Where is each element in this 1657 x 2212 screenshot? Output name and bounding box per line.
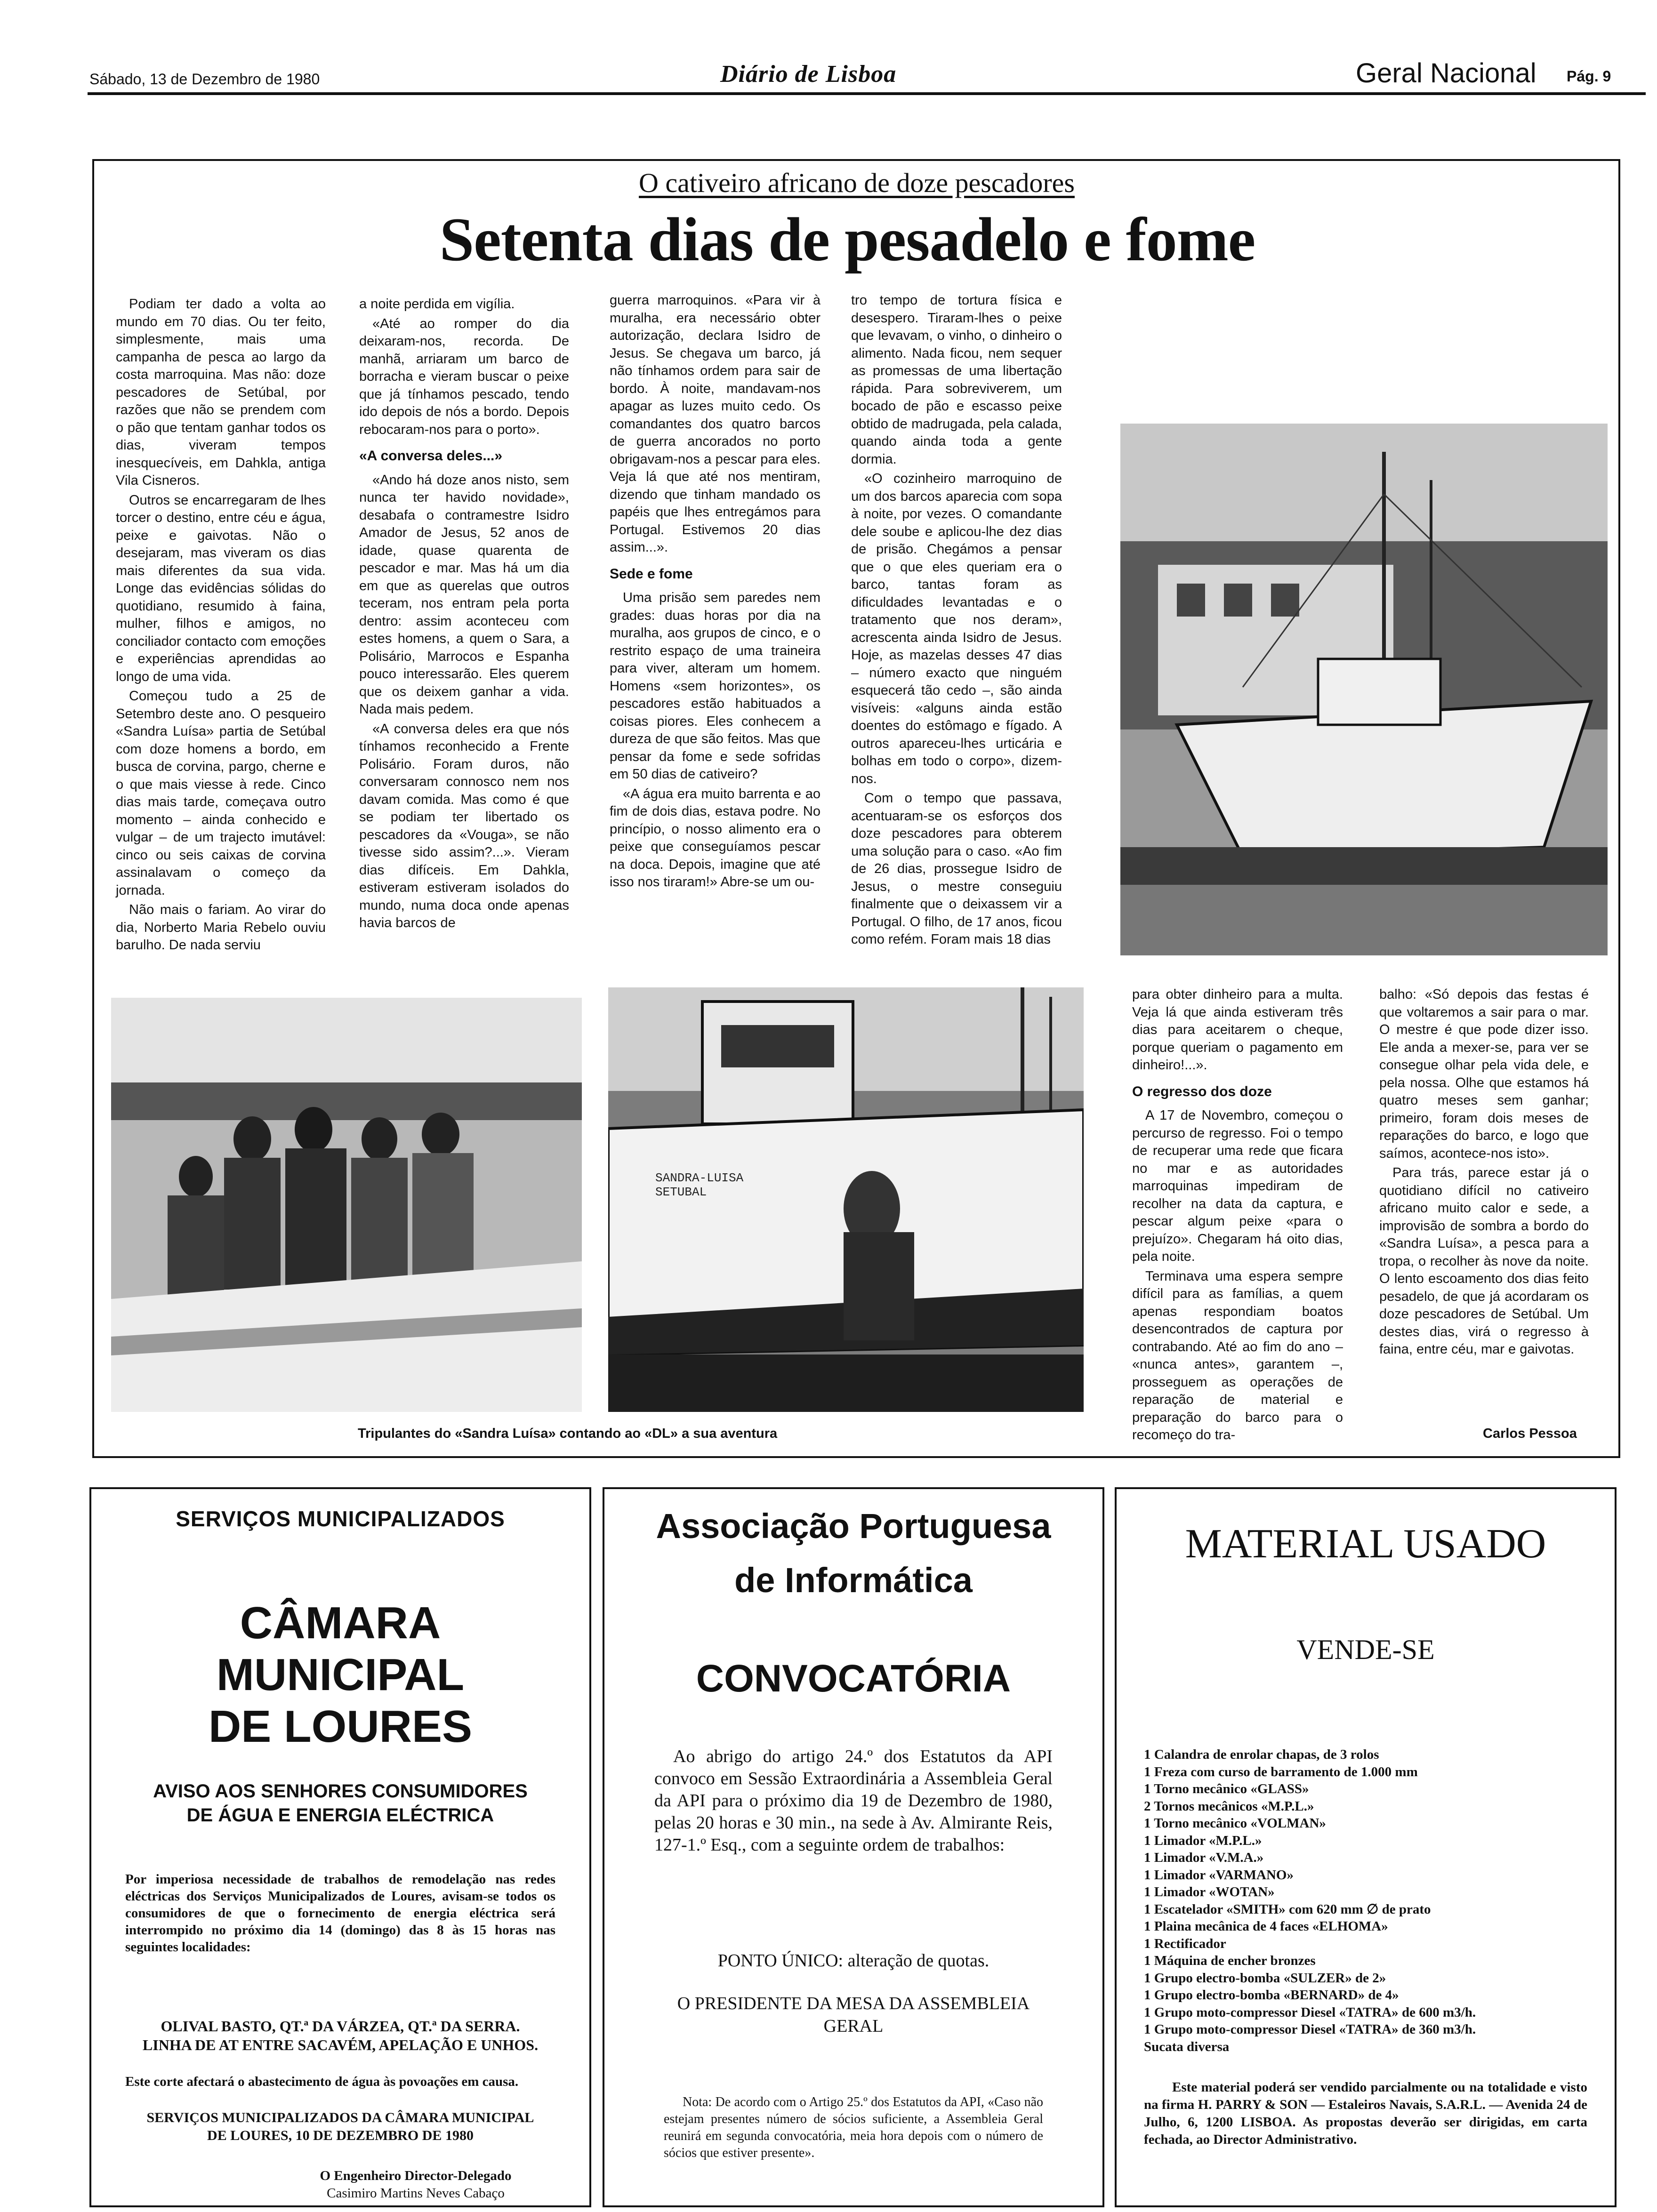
list-item: 1 Torno mecânico «GLASS» (1144, 1781, 1309, 1796)
list-item: 1 Plaina mecânica de 4 faces «ELHOMA» (1144, 1919, 1388, 1934)
list-item: 1 Escatelador «SMITH» com 620 mm ∅ de prato (1144, 1901, 1431, 1917)
paragraph: Para trás, parece estar já o quotidiano difícil no cativeiro africano muito calor e sede, a improvisão de sombra a bordo do «Sandra Luísa», a pesca para a tropa, o recolher às nove da noite. O lento escoamento dos dias feito pesadelo, de que já acordaram os doze pescadores de Setúbal. Um destes dias, virá o regresso à faina, entre céu, mar e gaivotas. (1379, 1165, 1589, 1357)
list-item: 1 Máquina de encher bronzes (1144, 1953, 1316, 1968)
ad2-agenda: PONTO ÚNICO: alteração de quotas. (717, 1951, 989, 1971)
list-item: Sucata diversa (1144, 2039, 1230, 2054)
article-headline: Setenta dias de pesadelo e fome (439, 205, 1255, 274)
article-column-6 (1379, 986, 1589, 1361)
article-author: Carlos Pessoa (1483, 1426, 1577, 1441)
header-rule (88, 92, 1646, 95)
paragraph: Não mais o fariam. Ao virar do dia, Norberto Maria Rebelo ouviu barulho. De nada serviu (116, 902, 326, 953)
subheading: Sede e fome (610, 566, 693, 582)
list-item: 1 Calandra de enrolar chapas, de 3 rolos (1144, 1747, 1379, 1762)
list-item: 1 Limador «VARMANO» (1144, 1867, 1294, 1883)
ad2-title-2: de Informática (734, 1561, 973, 1600)
paragraph: A 17 de Novembro, começou o percurso de regresso. Foi o tempo de recuperar uma rede que ficara no mar e as autoridades marroquinas impediram de recolher na data da captura, e pescar algum peixe «para o prejuízo». Chegaram há oito dias, pela noite. (1132, 1108, 1343, 1264)
photo-boat-hull (608, 987, 1084, 1412)
header-date: Sábado, 13 de Dezembro de 1980 (89, 71, 320, 88)
photo-caption: Tripulantes do «Sandra Luísa» contando ao «DL» a sua aventura (358, 1426, 778, 1441)
paragraph: «Ando há doze anos nisto, sem nunca ter havido novidade», desabafa o contramestre Isidro Amador de Jesus, 52 anos de idade, quase quarenta de pescador e mar. Mas há um dia em que as querelas que outros teceram, nos entram pela porta dentro: assim aconteceu com estes homens, a quem o Sara, a Polisário, Marrocos e Espanha pouco interessarão. Eles querem que os deixem ganhar a vida. Nada mais pedem. (359, 472, 569, 717)
paragraph: balho: «Só depois das festas é que voltaremos a sair para o mar. O mestre é que pode dizer isso. Ele anda a mexer-se, para ver se consegue olhar pela vida dele, e pela nossa. Olhe que estamos há quatro meses sem ganhar; primeiro, foram dois meses de reparações do barco, e logo que saímos, acontece-nos isto». (1379, 987, 1589, 1161)
masthead-logo: Diário de Lisboa (720, 61, 897, 88)
ad3-footer: Este material poderá ser vendido parcialmente ou na totalidade e visto na firma H. PARRY & SON — Estaleiros Navais, S.A.R.L. — Avenida 24 de Julho, 6, 1200 LISBOA. As propostas deverão ser dirigidas, em carta fechada, ao Director Administrativo. (1144, 2080, 1587, 2147)
ad1-title-2: DE LOURES (208, 1701, 473, 1752)
list-item: 1 Grupo moto-compressor Diesel «TATRA» de 600 m3/h. (1144, 2004, 1476, 2020)
list-item: 1 Freza com curso de barramento de 1.000 mm (1144, 1764, 1418, 1779)
paragraph: para obter dinheiro para a multa. Veja lá que ainda estiveram três dias para aceitarem o cheque, porque queriam o pagamento em dinheiro!...». (1132, 987, 1343, 1073)
ad1-note: Este corte afectará o abastecimento de água às povoações em causa. (125, 2074, 519, 2089)
article-column-5 (1132, 986, 1343, 1446)
ad1-notice-1: AVISO AOS SENHORES CONSUMIDORES (153, 1781, 528, 1802)
article-column-2 (359, 296, 569, 934)
ad1-sign-3: Casimiro Martins Neves Cabaço (327, 2186, 505, 2201)
ad3-title: MATERIAL USADO (1185, 1521, 1546, 1567)
article-column-4 (851, 292, 1062, 951)
ad3-subtitle: VENDE-SE (1296, 1634, 1435, 1665)
subheading: O regresso dos doze (1132, 1083, 1272, 1099)
list-item: 1 Torno mecânico «VOLMAN» (1144, 1816, 1326, 1831)
paragraph: Com o tempo que passava, acentuaram-se os esforços dos doze pescadores para obterem uma solução para o caso. «Ao fim de 26 dias, prossegue Isidro de Jesus, o mestre conseguiu finalmente que o deixassem vir a Portugal. O filho, de 17 anos, ficou como refém. Foram mais 18 dias (851, 791, 1062, 947)
paragraph: tro tempo de tortura física e desespero. Tiraram-lhes o peixe que levavam, o vinho, o dinheiro o alimento. Nada ficou, nem sequer as promessas de uma libertação rápida. Para sobreviverem, um bocado de pão e escasso peixe obtido de madrugada, pela calada, quando ainda toda a gente dormia. (851, 293, 1062, 467)
ad2-body: Ao abrigo do artigo 24.º dos Estatutos da API convoco em Sessão Extraordinária a Assembleia Geral da API para o próximo dia 19 de Dezembro de 1980, pelas 20 horas e 30 min., na sede à Av. Almirante Reis, 127-1.º Esq., com a seguinte ordem de trabalhos: (654, 1747, 1053, 1855)
ad3-items-list (1130, 1746, 1601, 2055)
subheading: «A conversa deles...» (359, 448, 503, 464)
ad2-note: Nota: De acordo com o Artigo 25.º dos Estatutos da API, «Caso não estejam presentes número de sócios suficiente, a Assembleia Geral reunirá em segunda convocatória, meia hora depois com o número de sócios que estiver presente». (664, 2095, 1043, 2160)
boat-name-text: SANDRA-LUISA SETUBAL (655, 1171, 744, 1199)
list-item: 1 Limador «V.M.A.» (1144, 1850, 1264, 1865)
ad1-notice-2: DE ÁGUA E ENERGIA ELÉCTRICA (186, 1805, 494, 1826)
list-item: 2 Tornos mecânicos «M.P.L.» (1144, 1798, 1314, 1814)
ad2-title-1: Associação Portuguesa (656, 1507, 1051, 1546)
ad1-sign-1: SERVIÇOS MUNICIPALIZADOS DA CÂMARA MUNICIPAL DE LOURES, 10 DE DEZEMBRO DE 1980 (146, 2110, 534, 2143)
paragraph: «Até ao romper do dia deixaram-nos, recorda. De manhã, arriaram um barco de borracha e vieram buscar o peixe que já tínhamos pescado, tendo ido depois de nós a bordo. Depois rebocaram-nos para o porto». (359, 316, 569, 437)
ad1-places: OLIVAL BASTO, QT.ª DA VÁRZEA, QT.ª DA SERRA. LINHA DE AT ENTRE SACAVÉM, APELAÇÃO E UNHOS. (142, 2018, 539, 2053)
paragraph: «A água era muito barrenta e ao fim de dois dias, estava podre. No princípio, o nosso alimento era o peixe que conseguíamos pescar na doca. Depois, imagine que até isso nos tiraram!» Abre-se um ou- (610, 786, 820, 890)
article-kicker: O cativeiro africano de doze pescadores (639, 168, 1075, 198)
paragraph: «A conversa deles era que nós tínhamos reconhecido a Frente Polisário. Foram duros, não conversaram connosco nem nos davam comida. Mas como é que se podiam ter libertado os pescadores da «Vouga», se não tivesse sido assim?...». Vieram dias difíceis. Em Dahkla, estiveram estiveram isolados do mundo, numa doca onde apenas havia barcos de (359, 721, 569, 930)
paragraph: Podiam ter dado a volta ao mundo em 70 dias. Ou ter feito, simplesmente, mais uma campanha de pesca ao largo da costa marroquina. Mas não: doze pescadores de Setúbal, por razões que não se prendem com o pão que tentam ganhar todos os dias, viveram tempos inesquecíveis, em Dahkla, antiga Vila Cisneros. (116, 297, 326, 488)
list-item: 1 Limador «WOTAN» (1144, 1884, 1275, 1899)
list-item: 1 Grupo moto-compressor Diesel «TATRA» de 360 m3/h. (1144, 2022, 1476, 2037)
paragraph: a noite perdida em vigília. (359, 297, 515, 312)
photo-boat-at-dock (1120, 424, 1608, 955)
ad1-org: SERVIÇOS MUNICIPALIZADOS (176, 1507, 505, 1531)
ad-api-content (621, 1506, 1086, 2162)
article-column-3 (610, 292, 820, 893)
ad2-sign: O PRESIDENTE DA MESA DA ASSEMBLEIA GERAL (677, 1994, 1030, 2036)
list-item: 1 Rectificador (1144, 1936, 1226, 1951)
paragraph: guerra marroquinos. «Para vir à muralha, era necessário obter autorização, declara Isidro de Jesus. Se chegava um barco, já não tínhamos ordem para sair de bordo. À noite, mandavam-nos apagar as luzes muito cedo. Os comandantes dos quatro barcos de guerra ancorados no porto obrigavam-nos a pescar para eles. Veja lá que até nos mentiram, dizendo que tinham mandado os papéis que lhes entregámos para Portugal. Estivemos 20 dias assim...». (610, 293, 820, 555)
article-column-1 (116, 296, 326, 956)
ad1-body: Por imperiosa necessidade de trabalhos de remodelação nas redes eléctricas dos Serviços Municipalizados de Loures, avisam-se todos os consumidores de que o fornecimento de energia eléctrica será interrompido no próximo dia 14 (domingo) das 8 às 15 horas nas seguintes localidades: (125, 1872, 555, 1955)
photo-crew-on-deck (111, 998, 582, 1412)
list-item: 1 Grupo electro-bomba «SULZER» de 2» (1144, 1970, 1386, 1986)
ad-material-content (1130, 1520, 1601, 2148)
paragraph: «O cozinheiro marroquino de um dos barcos aparecia com sopa à noite, por vezes. O comandante dele soube e aplicou-lhe dez dias de prisão. Chegámos a pensar que o que eles queriam era o barco, tantas foram as dificuldades levantadas e o tratamento que nos deram», acrescenta ainda Isidro de Jesus. Hoje, as mazelas desses 47 dias – número exacto que ninguém esquecerá tão cedo –, são ainda visíveis: «alguns ainda estão doentes do estômago e fígado. A outros apareceu-lhes urticária e bolhas em todo o corpo», dizem-nos. (851, 471, 1062, 786)
ad1-sign-2: O Engenheiro Director-Delegado (320, 2168, 512, 2183)
paragraph: Começou tudo a 25 de Setembro deste ano. O pesqueiro «Sandra Luísa» partia de Setúbal com doze homens a bordo, em busca de corvina, pargo, cherne e o que mais viesse à rede. Cinco dias mais tarde, começava outro momento – ainda conhecido e vulgar – de um trajecto imutável: cinco ou seis caixas de corvina assinalavam o começo da jornada. (116, 689, 326, 898)
paragraph: Terminava uma espera sempre difícil para as famílias, a quem apenas respondiam boatos desencontrados de captura por contrabando. Até ao fim do ano – «nunca antes», garantem –, prosseguem as operações de reparação de material e preparação do barco para o recomeço do tra- (1132, 1268, 1343, 1443)
list-item: 1 Limador «M.P.L.» (1144, 1833, 1262, 1848)
section-title: Geral Nacional (1356, 58, 1536, 88)
ad2-heading: CONVOCATÓRIA (696, 1657, 1011, 1700)
list-item: 1 Grupo electro-bomba «BERNARD» de 4» (1144, 1988, 1399, 2003)
paragraph: Uma prisão sem paredes nem grades: duas horas por dia na muralha, aos grupos de cinco, e o restrito espaço de uma traineira para viver, alteram um homem. Homens «sem horizontes», os pescadores estão habituados a coisas piores. Eles conhecem a dureza de que são feitos. Mas que pensar da fome e sede sofridas em 50 dias de cativeiro? (610, 590, 820, 782)
ad-camara-loures-content (113, 1506, 568, 2201)
page-number: Pág. 9 (1567, 68, 1611, 85)
ad1-title-1: CÂMARA MUNICIPAL (216, 1598, 465, 1700)
paragraph: Outros se encarregaram de lhes torcer o destino, entre céu e água, peixe e gaivotas. Não o desejaram, mas viveram os dias mais diferentes da sua vida. Longe das evidências sólidas do quotidiano, resumido à faina, mulher, filhos e amigos, no conciliador contacto com emoções e experiências aprendidas ao longo de uma vida. (116, 492, 326, 684)
